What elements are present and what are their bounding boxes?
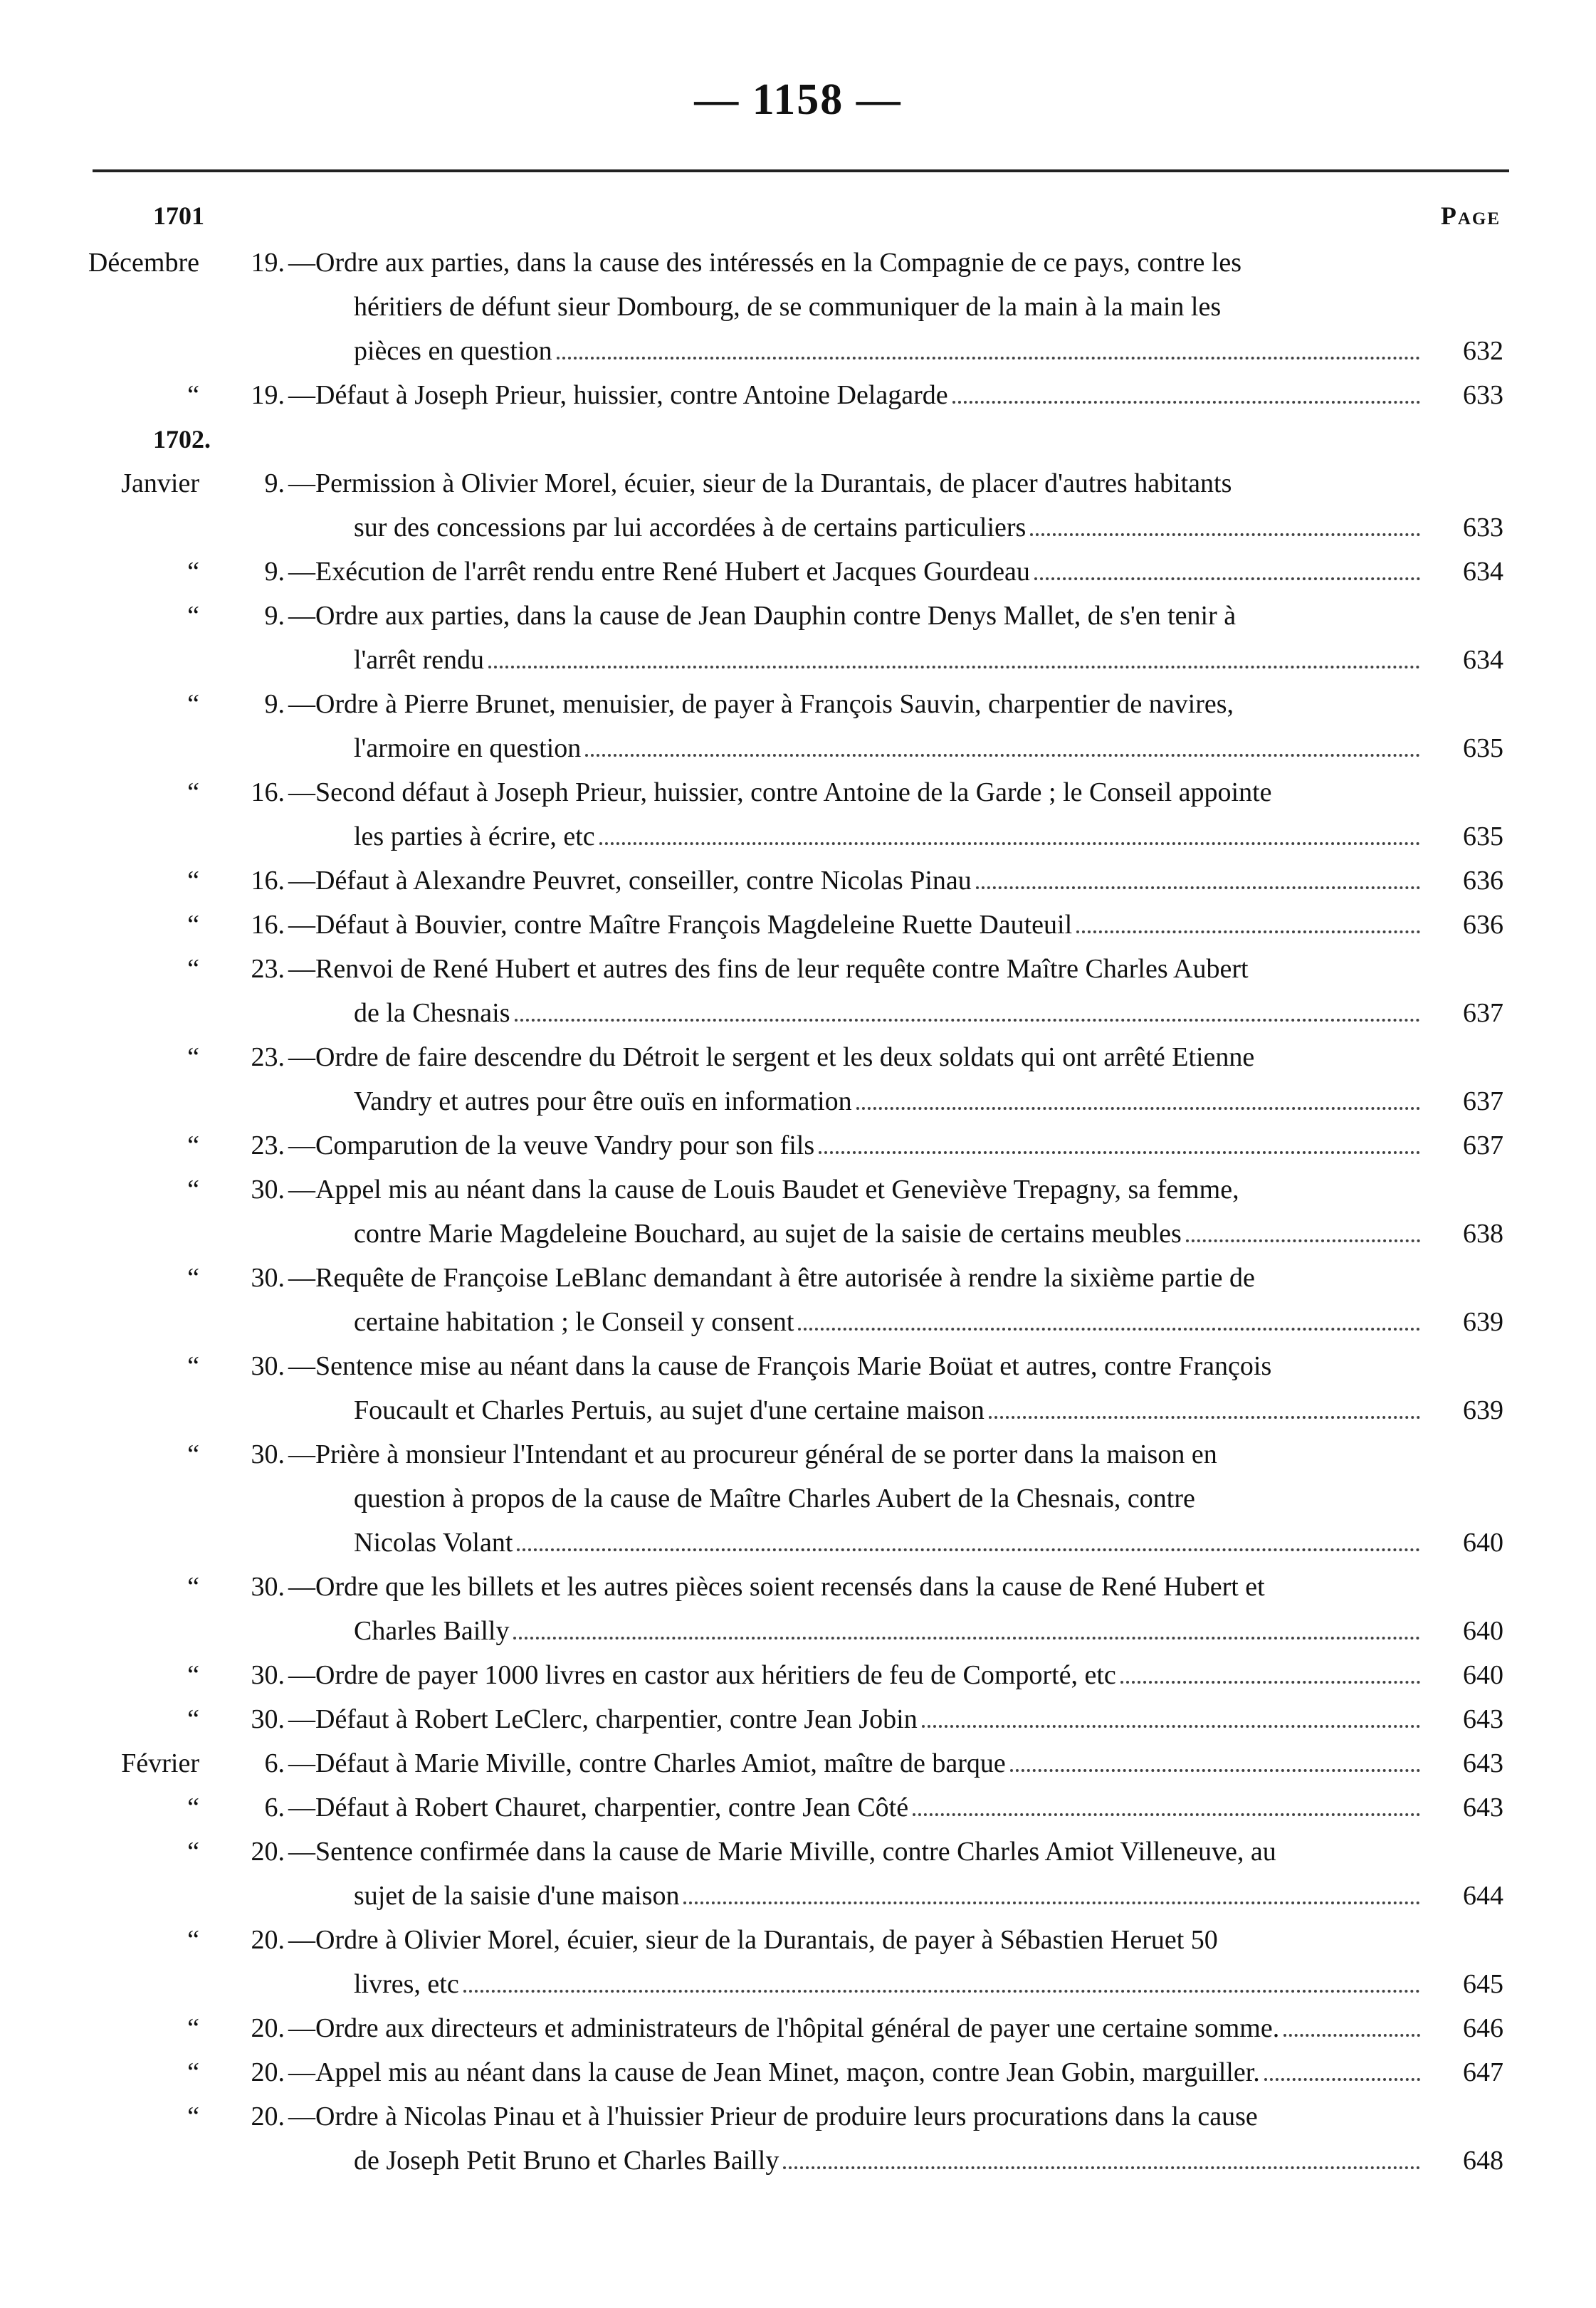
- entry-day: 30.: [251, 1175, 285, 1205]
- entry-line: Vandry et autres pour être ouïs en information: [354, 1086, 852, 1116]
- entry-text: [288, 859, 1426, 903]
- index-entry: [0, 373, 1596, 417]
- entry-line: —Requête de Françoise LeBlanc demandant à être autorisée à rendre la sixième partie de: [288, 1263, 1255, 1293]
- entry-page-number: 640: [1463, 1616, 1503, 1646]
- entry-text: [288, 1168, 1426, 1256]
- entry-line: l'arrêt rendu: [354, 645, 485, 675]
- entry-text: [288, 1830, 1426, 1918]
- entry-day: 6.: [264, 1793, 285, 1822]
- entry-month: “: [187, 2102, 199, 2131]
- entry-text: [288, 2050, 1426, 2094]
- entry-text: [288, 594, 1426, 682]
- entry-page-number: 646: [1463, 2013, 1503, 2043]
- entry-day: 9.: [264, 557, 285, 587]
- index-entry: [0, 1697, 1596, 1741]
- entry-line: —Ordre à Nicolas Pinau et à l'huissier Prieur de produire leurs procurations dans la cause: [288, 2102, 1258, 2131]
- entry-line: les parties à écrire, etc: [354, 822, 595, 851]
- entry-text: [288, 770, 1426, 859]
- entry-line: de Joseph Petit Bruno et Charles Bailly: [354, 2146, 779, 2176]
- index-entry: [0, 1344, 1596, 1432]
- column-page-heading: Page: [1440, 201, 1501, 230]
- entry-line: contre Marie Magdeleine Bouchard, au sujet de la saisie de certains meubles: [354, 1219, 1182, 1249]
- entry-text: [288, 1697, 1426, 1741]
- entry-day: 23.: [251, 1131, 285, 1160]
- entry-month: “: [187, 380, 199, 410]
- index-entry: [0, 1035, 1596, 1123]
- entry-page-number: 648: [1463, 2146, 1503, 2176]
- entry-line: question à propos de la cause de Maître Charles Aubert de la Chesnais, contre: [354, 1484, 1195, 1514]
- dot-leader: [1264, 2078, 1420, 2081]
- entry-text: [288, 241, 1426, 373]
- entry-page-number: 645: [1463, 1969, 1503, 1999]
- index-entry: [0, 947, 1596, 1035]
- entry-text: [288, 2006, 1426, 2050]
- dot-leader: [1186, 1239, 1420, 1242]
- index-entry: [0, 1565, 1596, 1653]
- entry-month: “: [187, 1042, 199, 1072]
- index-entry: [0, 461, 1596, 550]
- entry-page-number: 644: [1463, 1881, 1503, 1911]
- entry-line: —Ordre aux directeurs et administrateurs de l'hôpital général de payer une certaine somme.: [288, 2013, 1280, 2043]
- entry-day: 9.: [264, 601, 285, 631]
- dot-leader: [798, 1328, 1420, 1331]
- index-entry: [0, 1830, 1596, 1918]
- entry-text: [288, 461, 1426, 550]
- entry-day: 20.: [251, 2057, 285, 2087]
- dot-leader: [819, 1151, 1420, 1154]
- dot-leader: [1030, 533, 1420, 536]
- dot-leader: [585, 754, 1420, 757]
- dot-leader: [515, 1019, 1420, 1022]
- index-entry: [0, 1741, 1596, 1785]
- entry-day: 16.: [251, 910, 285, 940]
- entry-line: l'armoire en question: [354, 733, 582, 763]
- entry-month: Janvier: [121, 468, 199, 498]
- dot-leader: [513, 1637, 1420, 1640]
- dot-leader: [989, 1416, 1420, 1419]
- entry-day: 6.: [264, 1748, 285, 1778]
- header-rule: [93, 169, 1509, 172]
- entry-month: “: [187, 1925, 199, 1955]
- entry-text: [288, 550, 1426, 594]
- entry-month: “: [187, 866, 199, 896]
- dot-leader: [463, 1990, 1420, 1993]
- entry-line: —Sentence confirmée dans la cause de Marie Miville, contre Charles Amiot Villeneuve, au: [288, 1837, 1276, 1867]
- entry-page-number: 633: [1463, 513, 1503, 542]
- index-entry: [0, 1168, 1596, 1256]
- entry-month: “: [187, 601, 199, 631]
- index-entry: [0, 1123, 1596, 1168]
- entry-month: Décembre: [88, 248, 199, 278]
- entry-month: “: [187, 1704, 199, 1734]
- entry-line: Charles Bailly: [354, 1616, 510, 1646]
- entry-month: “: [187, 1837, 199, 1867]
- dot-leader: [599, 842, 1420, 845]
- entry-day: 9.: [264, 468, 285, 498]
- entry-page-number: 636: [1463, 866, 1503, 896]
- entry-month: “: [187, 1263, 199, 1293]
- dot-leader: [557, 357, 1420, 360]
- dot-leader: [1283, 2034, 1420, 2037]
- entry-month: “: [187, 2013, 199, 2043]
- index-entry: [0, 1256, 1596, 1344]
- entry-page-number: 636: [1463, 910, 1503, 940]
- entry-page-number: 639: [1463, 1307, 1503, 1337]
- entry-month: “: [187, 2057, 199, 2087]
- entry-day: 30.: [251, 1572, 285, 1602]
- entry-month: “: [187, 557, 199, 587]
- dot-leader: [1076, 930, 1420, 933]
- entry-line: —Ordre aux parties, dans la cause de Jean Dauphin contre Denys Mallet, de s'en tenir à: [288, 601, 1237, 631]
- dot-leader: [683, 1902, 1420, 1904]
- entry-text: [288, 1123, 1426, 1168]
- entry-text: [288, 1256, 1426, 1344]
- entry-month: Février: [121, 1748, 199, 1778]
- entry-page-number: 632: [1463, 336, 1503, 366]
- index-entry: [0, 550, 1596, 594]
- page-number: — 1158 —: [694, 75, 902, 124]
- entry-line: —Exécution de l'arrêt rendu entre René Hubert et Jacques Gourdeau: [288, 557, 1030, 587]
- entry-line: —Défaut à Joseph Prieur, huissier, contre Antoine Delagarde: [288, 380, 948, 410]
- entry-page-number: 640: [1463, 1660, 1503, 1690]
- entry-day: 30.: [251, 1263, 285, 1293]
- entry-text: [288, 682, 1426, 770]
- entry-line: —Second défaut à Joseph Prieur, huissier, contre Antoine de la Garde ; le Conseil appointe: [288, 777, 1272, 807]
- entry-month: “: [187, 954, 199, 984]
- entry-text: [288, 373, 1426, 417]
- entry-line: —Permission à Olivier Morel, écuier, sieur de la Durantais, de placer d'autres habitants: [288, 468, 1232, 498]
- entry-line: —Ordre de faire descendre du Détroit le sergent et les deux soldats qui ont arrêté Etienne: [288, 1042, 1255, 1072]
- entry-text: [288, 903, 1426, 947]
- entry-day: 16.: [251, 866, 285, 896]
- dot-leader: [1010, 1769, 1420, 1772]
- index-entry: [0, 1785, 1596, 1830]
- entry-line: de la Chesnais: [354, 998, 510, 1028]
- index-entry: [0, 1432, 1596, 1565]
- entry-line: —Renvoi de René Hubert et autres des fins de leur requête contre Maître Charles Aubert: [288, 954, 1249, 984]
- index-entry: [0, 1918, 1596, 2006]
- entry-page-number: 647: [1463, 2057, 1503, 2087]
- entry-page-number: 639: [1463, 1395, 1503, 1425]
- dot-leader: [856, 1107, 1420, 1110]
- entry-day: 20.: [251, 1925, 285, 1955]
- index-entry: [0, 2050, 1596, 2094]
- entry-line: —Prière à monsieur l'Intendant et au procureur général de se porter dans la maison en: [288, 1439, 1217, 1469]
- entry-page-number: 635: [1463, 822, 1503, 851]
- entry-month: “: [187, 1351, 199, 1381]
- entry-line: —Défaut à Marie Miville, contre Charles Amiot, maître de barque: [288, 1748, 1006, 1778]
- entry-page-number: 640: [1463, 1528, 1503, 1558]
- entry-line: —Appel mis au néant dans la cause de Louis Baudet et Geneviève Trepagny, sa femme,: [288, 1175, 1239, 1205]
- entry-page-number: 643: [1463, 1793, 1503, 1822]
- entry-month: “: [187, 689, 199, 719]
- entry-text: [288, 947, 1426, 1035]
- dot-leader: [783, 2166, 1420, 2169]
- entry-month: “: [187, 1660, 199, 1690]
- index-entry: [0, 241, 1596, 373]
- entry-day: 23.: [251, 954, 285, 984]
- entry-page-number: 643: [1463, 1704, 1503, 1734]
- entry-page-number: 633: [1463, 380, 1503, 410]
- entry-line: —Sentence mise au néant dans la cause de François Marie Boüat et autres, contre François: [288, 1351, 1272, 1381]
- entry-text: [288, 1785, 1426, 1830]
- entry-page-number: 637: [1463, 998, 1503, 1028]
- dot-leader: [952, 401, 1420, 404]
- entry-day: 23.: [251, 1042, 285, 1072]
- entry-line: Foucault et Charles Pertuis, au sujet d'une certaine maison: [354, 1395, 985, 1425]
- index-entry: [0, 2094, 1596, 2183]
- dot-leader: [913, 1813, 1420, 1816]
- index-entry: [0, 903, 1596, 947]
- entry-line: pièces en question: [354, 336, 552, 366]
- entry-day: 30.: [251, 1660, 285, 1690]
- entry-page-number: 634: [1463, 557, 1503, 587]
- dot-leader: [976, 886, 1420, 889]
- year-heading: 1702.: [153, 425, 211, 453]
- entry-line: —Défaut à Alexandre Peuvret, conseiller, contre Nicolas Pinau: [288, 866, 972, 896]
- entry-page-number: 637: [1463, 1086, 1503, 1116]
- entry-month: “: [187, 1572, 199, 1602]
- entry-text: [288, 1035, 1426, 1123]
- index-entry: [0, 1653, 1596, 1697]
- index-entry: [0, 2006, 1596, 2050]
- entry-line: —Défaut à Robert Chauret, charpentier, contre Jean Côté: [288, 1793, 909, 1822]
- entry-text: [288, 1653, 1426, 1697]
- dot-leader: [922, 1725, 1420, 1728]
- entry-line: livres, etc: [354, 1969, 459, 1999]
- entry-line: —Ordre à Pierre Brunet, menuisier, de payer à François Sauvin, charpentier de navires,: [288, 689, 1234, 719]
- entry-line: héritiers de défunt sieur Dombourg, de se communiquer de la main à la main les: [354, 292, 1222, 322]
- index-entry: [0, 594, 1596, 682]
- entry-text: [288, 2094, 1426, 2183]
- entry-day: 9.: [264, 689, 285, 719]
- entry-text: [288, 1565, 1426, 1653]
- entry-line: —Ordre à Olivier Morel, écuier, sieur de la Durantais, de payer à Sébastien Heruet 50: [288, 1925, 1218, 1955]
- entry-text: [288, 1344, 1426, 1432]
- entry-page-number: 638: [1463, 1219, 1503, 1249]
- index-entry: [0, 770, 1596, 859]
- entry-page-number: 635: [1463, 733, 1503, 763]
- entry-month: “: [187, 777, 199, 807]
- entry-line: —Défaut à Bouvier, contre Maître François Magdeleine Ruette Dauteuil: [288, 910, 1073, 940]
- entry-day: 30.: [251, 1439, 285, 1469]
- entry-text: [288, 1918, 1426, 2006]
- entry-day: 20.: [251, 1837, 285, 1867]
- entry-day: 19.: [251, 380, 285, 410]
- entry-day: 20.: [251, 2102, 285, 2131]
- column-year-heading: 1701: [153, 201, 204, 230]
- entry-month: “: [187, 1439, 199, 1469]
- index-entry: [0, 859, 1596, 903]
- entry-line: —Comparution de la veuve Vandry pour son fils: [288, 1131, 815, 1160]
- entry-day: 19.: [251, 248, 285, 278]
- entry-line: —Ordre aux parties, dans la cause des intéressés en la Compagnie de ce pays, contre les: [288, 248, 1242, 278]
- dot-leader: [1034, 577, 1420, 580]
- entry-month: “: [187, 1131, 199, 1160]
- index-entry: [0, 682, 1596, 770]
- entry-month: “: [187, 1793, 199, 1822]
- entry-line: —Défaut à Robert LeClerc, charpentier, contre Jean Jobin: [288, 1704, 918, 1734]
- entry-line: sur des concessions par lui accordées à de certains particuliers: [354, 513, 1027, 542]
- entry-page-number: 637: [1463, 1131, 1503, 1160]
- dot-leader: [517, 1548, 1420, 1551]
- dot-leader: [488, 666, 1420, 668]
- entry-day: 30.: [251, 1704, 285, 1734]
- entry-month: “: [187, 910, 199, 940]
- entry-line: —Ordre que les billets et les autres pièces soient recensés dans la cause de René Hubert et: [288, 1572, 1265, 1602]
- entry-day: 30.: [251, 1351, 285, 1381]
- entry-day: 16.: [251, 777, 285, 807]
- dot-leader: [1120, 1681, 1420, 1684]
- entry-text: [288, 1432, 1426, 1565]
- entry-line: sujet de la saisie d'une maison: [354, 1881, 680, 1911]
- entry-day: 20.: [251, 2013, 285, 2043]
- entry-month: “: [187, 1175, 199, 1205]
- entry-line: certaine habitation ; le Conseil y consent: [354, 1307, 794, 1337]
- entry-line: —Ordre de payer 1000 livres en castor aux héritiers de feu de Comporté, etc: [288, 1660, 1116, 1690]
- entry-line: —Appel mis au néant dans la cause de Jean Minet, maçon, contre Jean Gobin, marguiller.: [288, 2057, 1260, 2087]
- entry-page-number: 634: [1463, 645, 1503, 675]
- entry-line: Nicolas Volant: [354, 1528, 513, 1558]
- entry-page-number: 643: [1463, 1748, 1503, 1778]
- entry-text: [288, 1741, 1426, 1785]
